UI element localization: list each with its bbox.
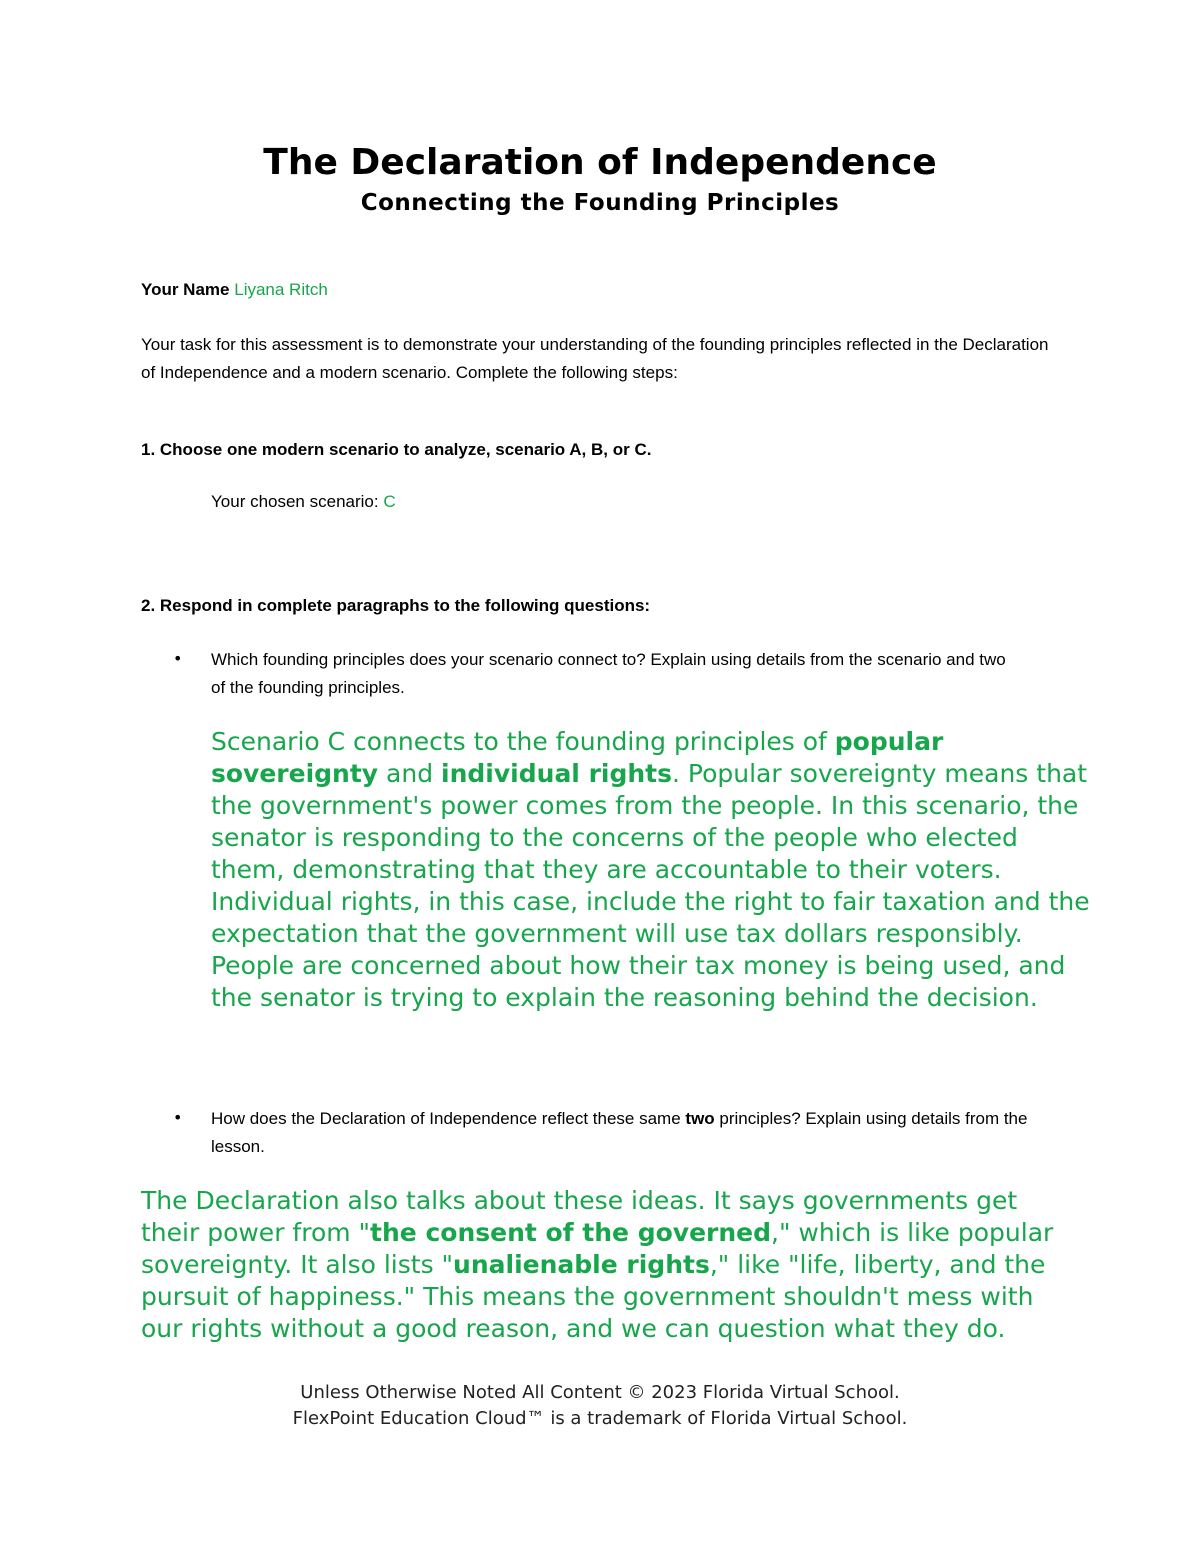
answer-1-bold-term: popular sovereignty: [211, 727, 944, 788]
chosen-scenario-label: Your chosen scenario:: [211, 492, 379, 511]
answer-2-bold-term: the consent of the governed: [370, 1218, 771, 1247]
name-line: [141, 279, 328, 301]
intro-paragraph: Your task for this assessment is to demonstrate your understanding of the founding principles reflected in the Declaration of Independence and a modern scenario. Complete the following steps:: [141, 335, 1049, 382]
step-2-heading: 2. Respond in complete paragraphs to the following questions:: [141, 596, 651, 615]
footer-trademark: FlexPoint Education Cloud™ is a trademark of Florida Virtual School.: [292, 1408, 908, 1429]
footer-copyright: Unless Otherwise Noted All Content © 2023 Florida Virtual School.: [300, 1382, 900, 1403]
answer-1: [211, 726, 1091, 1014]
footer: [0, 1380, 1200, 1432]
answer-2-text: ," like "life, liberty, and the pursuit of happiness." This means the government shouldn't mess with our rights without a good reason, and we can question what they do.: [141, 1250, 1046, 1343]
chosen-scenario-line: [211, 490, 396, 514]
answer-2-text: ," which is like popular sovereignty. It also lists ": [141, 1218, 1054, 1279]
answer-1-text: Scenario C connects to the founding principles of: [211, 727, 835, 756]
document-title: The Declaration of Independence: [263, 142, 937, 183]
answer-1-text: . Popular sovereignty means that the government's power comes from the people. In this scenario, the senator is responding to the concerns of the people who elected them, demonstrating that they are accountable to their voters. Individual rights, in this case, include the right to fair taxation and the expectation that the government will use tax dollars responsibly. People are concerned about how their tax money is being used, and the senator is trying to explain the reasoning behind the decision.: [211, 759, 1090, 1012]
question-1: Which founding principles does your scenario connect to? Explain using details from the scenario and two of the founding principles.: [211, 650, 1006, 697]
name-value: Liyana Ritch: [234, 280, 328, 299]
answer-1-text: and: [378, 759, 442, 788]
answer-2-text: The Declaration also talks about these ideas. It says governments get their power from ": [141, 1186, 1018, 1247]
bullet-icon: •: [173, 1108, 183, 1127]
chosen-scenario-value: C: [383, 492, 396, 511]
step-1-heading: 1. Choose one modern scenario to analyze, scenario A, B, or C.: [141, 440, 652, 459]
name-label: Your Name: [141, 280, 230, 299]
answer-2-bold-term: unalienable rights: [453, 1250, 710, 1279]
answer-2: [141, 1185, 1071, 1345]
question-2-bold: two: [685, 1109, 715, 1128]
question-2-text: principles? Explain using details from the lesson.: [211, 1109, 1028, 1156]
answer-1-bold-term: individual rights: [441, 759, 673, 788]
question-2-text: How does the Declaration of Independence reflect these same: [211, 1109, 686, 1128]
bullet-icon: •: [173, 649, 183, 668]
document-subtitle: Connecting the Founding Principles: [360, 190, 840, 216]
question-2: [211, 1105, 1051, 1161]
